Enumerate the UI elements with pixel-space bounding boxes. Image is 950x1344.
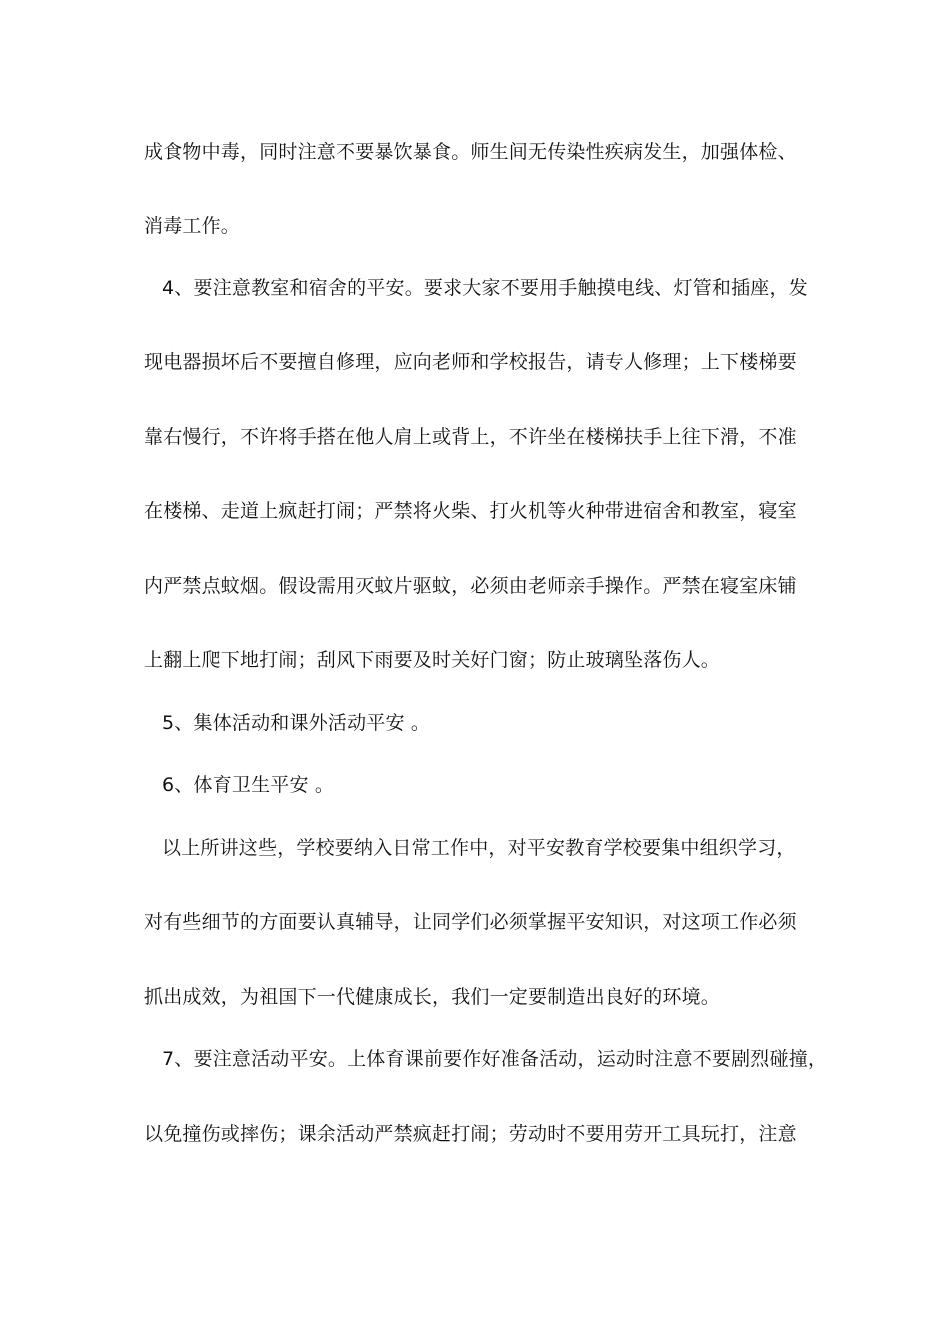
text-line: 现电器损坏后不要擅自修理，应向老师和学校报告，请专人修理；上下楼梯要 [144,351,797,373]
numbered-item-5: 5、集体活动和课外活动平安 。 [162,712,431,734]
text-line: 消毒工作。 [144,215,241,237]
text-line: 抓出成效，为祖国下一代健康成长，我们一定要制造出良好的环境。 [144,986,721,1008]
text-line: 成食物中毒，同时注意不要暴饮暴食。师生间无传染性疾病发生，加强体检、 [144,141,797,163]
text-line: 内严禁点蚊烟。假设需用灭蚊片驱蚊，必须由老师亲手操作。严禁在寝室床铺 [144,575,797,597]
numbered-item-4: 4、要注意教室和宿舍的平安。要求大家不要用手触摸电线、灯管和插座，发 [162,277,808,299]
text-line: 对有些细节的方面要认真辅导，让同学们必须掌握平安知识，对这项工作必须 [144,911,797,933]
numbered-item-6: 6、体育卫生平安 。 [162,774,335,796]
text-line: 靠右慢行，不许将手搭在他人肩上或背上，不许坐在楼梯扶手上往下滑，不准 [144,426,797,448]
text-line: 以免撞伤或摔伤；课余活动严禁疯赶打闹；劳动时不要用劳开工具玩打，注意 [144,1123,797,1145]
numbered-item-7: 7、要注意活动平安。上体育课前要作好准备活动，运动时注意不要剧烈碰撞， [162,1048,828,1070]
text-line: 上翻上爬下地打闹；刮风下雨要及时关好门窗；防止玻璃坠落伤人。 [144,649,721,671]
paragraph-start: 以上所讲这些，学校要纳入日常工作中，对平安教育学校要集中组织学习， [162,837,796,859]
text-line: 在楼梯、走道上疯赶打闹；严禁将火柴、打火机等火种带进宿舍和教室，寝室 [144,500,797,522]
